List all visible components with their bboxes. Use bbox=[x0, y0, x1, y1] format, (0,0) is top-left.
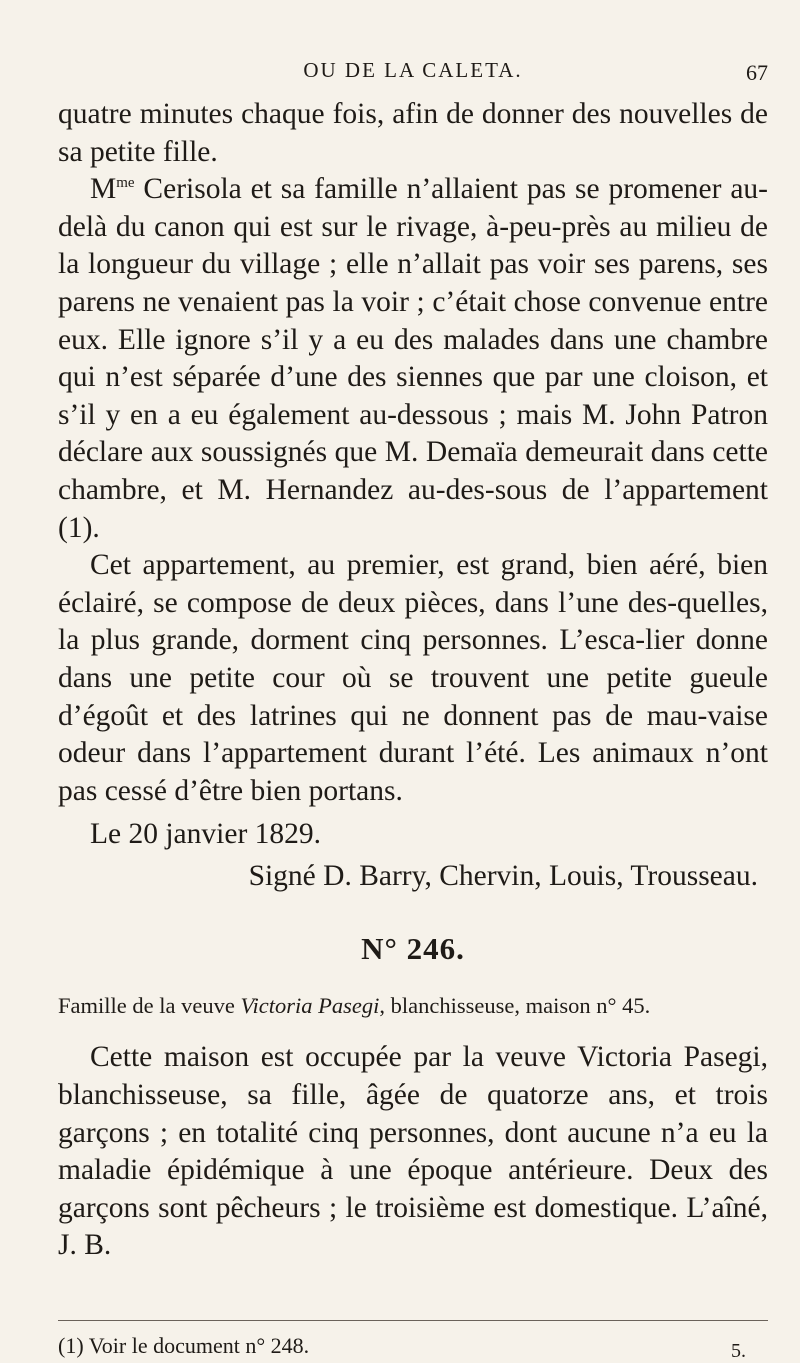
footnote: (1) Voir le document n° 248. bbox=[58, 1333, 310, 1358]
paragraph-2-text: Cerisola et sa famille n’allaient pas se promener au-delà du canon qui est sur le rivage, à-peu-près au milieu de la longueur du village ; elle n’allait pas voir ses parens, ses parens ne venaient pas la voir ; c’était chose convenue entre eux. Elle ignore s’il y a eu des malades dans une chambre qui n’est séparée d’une des siennes que par une cloison, et s’il y en a eu également au-dessous ; mais M. John Patron déclare aux soussignés que M. Demaïa demeurait dans cette chambre, et M. Hernandez au-des-sous de l’appartement (1). bbox=[58, 173, 768, 544]
document-subtitle bbox=[58, 991, 768, 1021]
page-header bbox=[58, 58, 768, 86]
paragraph-2 bbox=[58, 171, 768, 547]
subtitle-suffix: , blanchisseuse, maison n° 45. bbox=[379, 993, 651, 1019]
page-number: 67 bbox=[746, 60, 768, 85]
footnote-divider bbox=[58, 1320, 768, 1321]
document-number-title: N° 246. bbox=[361, 931, 465, 967]
document-page bbox=[58, 0, 768, 1363]
document-paragraph: Cette maison est occupée par la veuve Victoria Pasegi, blanchisseuse, sa fille, âgée de quatorze ans, et trois garçons ; en totalité cinq personnes, dont aucune n’a eu la maladie épidémique à une époque antérieure. Deux des garçons sont pêcheurs ; le troisième est domestique. L’aîné, J. B. bbox=[58, 1041, 768, 1262]
subtitle-prefix: Famille de la veuve bbox=[58, 993, 241, 1019]
subtitle-name: Victoria Pasegi bbox=[240, 993, 380, 1019]
paragraph-3: Cet appartement, au premier, est grand, bien aéré, bien éclairé, se compose de deux pièces, dans l’une des-quelles, la plus grande, dorment cinq personnes. L’esca-lier donne dans une petite cour où se trouvent une petite gueule d’égoût et des latrines qui ne donnent pas de mau-vaise odeur dans l’appartement durant l’été. Les animaux n’ont pas cessé d’être bien portans. bbox=[58, 549, 768, 807]
salutation-superscript: me bbox=[116, 175, 135, 192]
salutation: M bbox=[90, 173, 117, 206]
date-line: Le 20 janvier 1829. bbox=[90, 818, 322, 851]
signature-line: Signé D. Barry, Chervin, Louis, Trousseau. bbox=[248, 859, 758, 892]
paragraph-1: quatre minutes chaque fois, afin de donner des nouvelles de sa petite fille. bbox=[58, 98, 768, 168]
signature-mark: 5. bbox=[731, 1340, 746, 1362]
body-text bbox=[58, 96, 768, 1265]
running-head: OU DE LA CALETA. bbox=[303, 58, 523, 82]
